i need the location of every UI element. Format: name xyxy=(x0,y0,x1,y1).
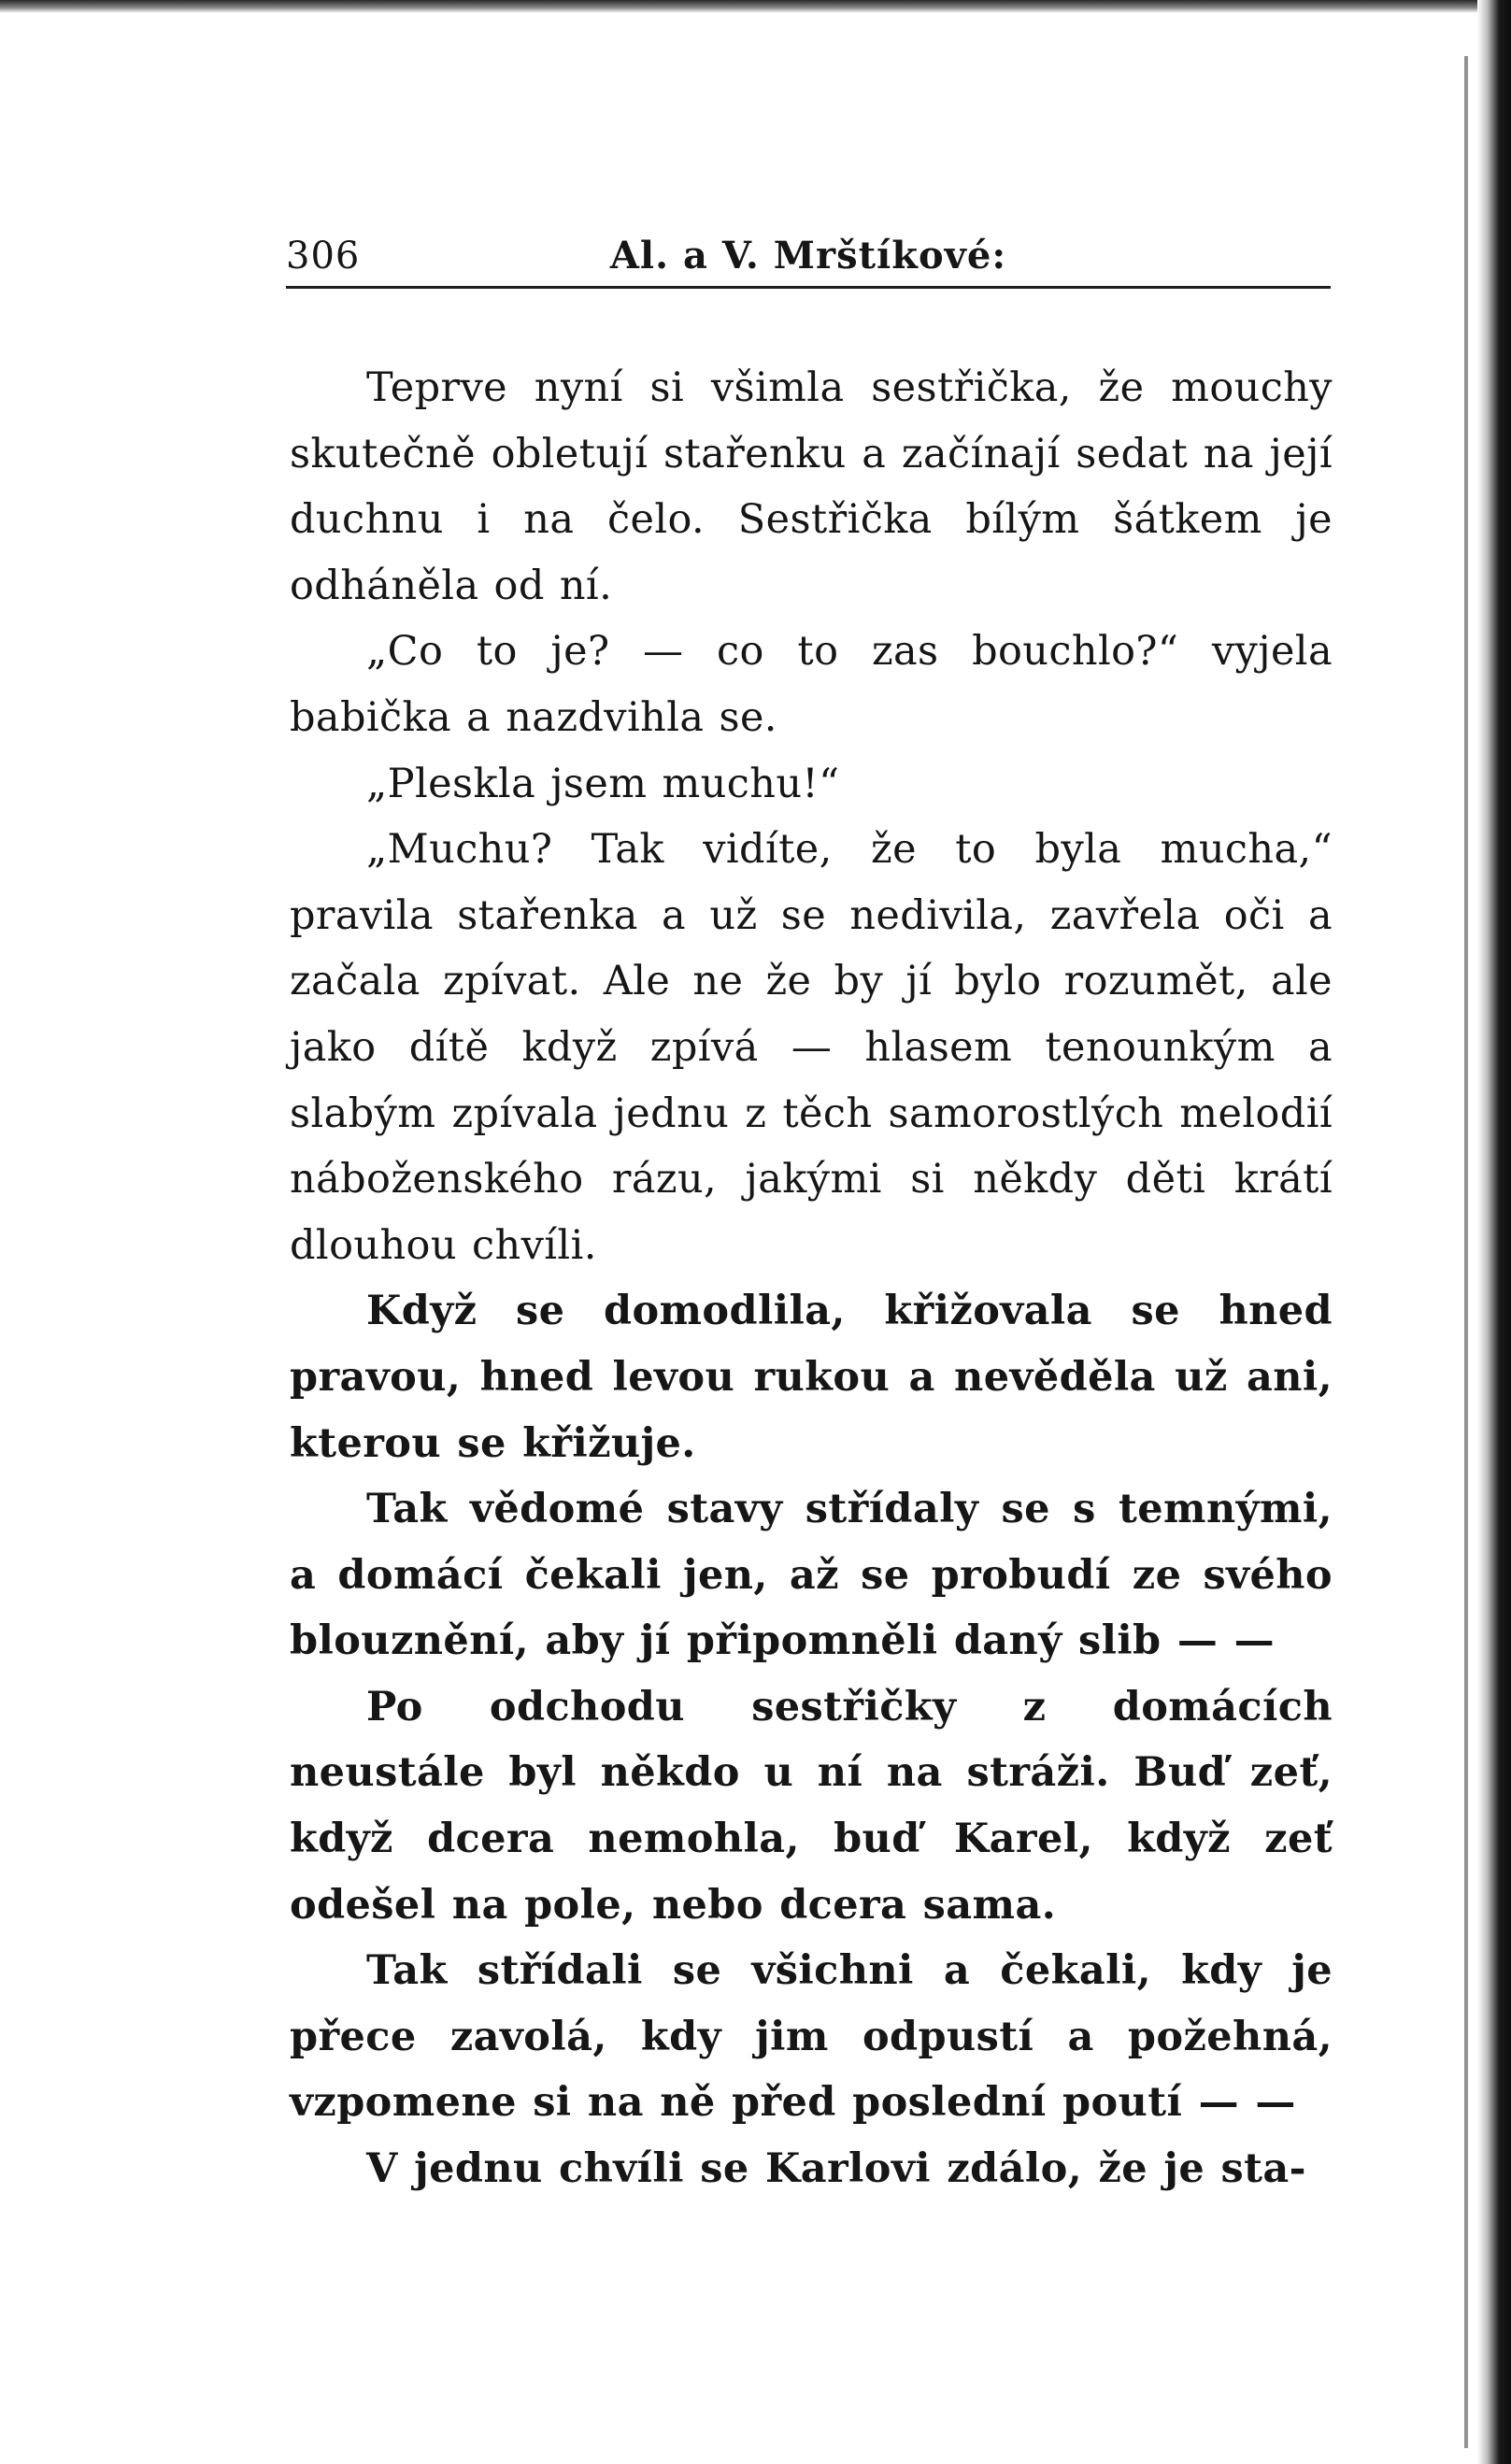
paragraph: „Co to je? — co to zas bouchlo?“ vyjela babička a nazdvihla se. xyxy=(290,628,1333,741)
scan-edge-right xyxy=(1477,0,1511,2464)
paragraph: Tak vědomé stavy střídaly se s temnými, a domácí čekali jen, až se probudí ze svého blouznění, aby jí připomněli daný slib — — xyxy=(290,1486,1333,1665)
running-head: Al. a V. Mrštíkové: xyxy=(609,234,1007,278)
paragraph: Když se domodlila, křižovala se hned pravou, hned levou rukou a nevěděla už ani, kterou se křižuje. xyxy=(290,1288,1333,1467)
paragraph: Teprve nyní si všimla sestřička, že mouchy skutečně obletují stařenku a začínají sedat na její duchnu i na čelo. Sestřička bílým šátkem je odháněla od ní. xyxy=(290,364,1333,609)
body-text xyxy=(290,355,1333,2202)
paragraph: „Muchu? Tak vidíte, že to byla mucha,“ pravila stařenka a už se nedivila, zavřela oči a začala zpívat. Ale ne že by jí bylo rozumět, ale jako dítě když zpívá — hlasem tenounkým a slabým zpívala jednu z těch samorostlých melodií náboženského rázu, jakými si někdy děti krátí dlouhou chvíli. xyxy=(290,826,1333,1269)
header-rule xyxy=(286,286,1331,289)
page-number: 306 xyxy=(286,235,361,278)
scan-edge-top xyxy=(0,0,1511,13)
paragraph: Tak střídali se všichni a čekali, kdy je přece zavolá, kdy jim odpustí a požehná, vzpomene si na ně před poslední poutí — — xyxy=(290,1947,1333,2127)
paragraph: V jednu chvíli se Karlovi zdálo, že je sta- xyxy=(366,2145,1306,2193)
paragraph: „Pleskla jsem muchu!“ xyxy=(366,760,840,807)
page-fold-line xyxy=(1464,56,1468,2448)
paragraph: Po odchodu sestřičky z domácích neustále byl někdo u ní na stráži. Buď zeť, když dcera nemohla, buď Karel, když zeť odešel na pole, nebo dcera sama. xyxy=(290,1683,1333,1929)
page-header xyxy=(286,232,1331,280)
